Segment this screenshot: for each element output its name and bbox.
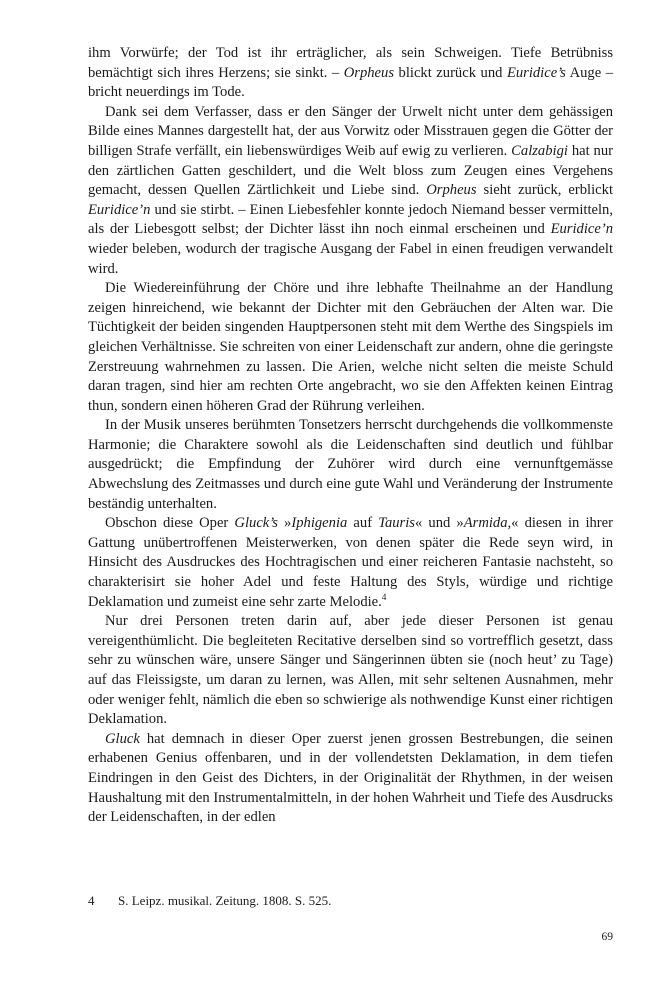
italic-run: Gluck’s <box>234 515 278 532</box>
paragraph-3 <box>88 279 613 416</box>
paragraph-5 <box>88 514 613 612</box>
main-text <box>88 44 613 828</box>
text-run: auf <box>347 515 379 532</box>
text-run: Die Wiedereinführung der Chöre und ihre lebhafte Theilnahme an der Handlung zeigen hinreichend, wie bekannt der Dichter mit den Gebräuchen der Alten war. Die Tüchtigkeit der beiden singenden Hauptpersonen steht mit dem Werthe des Singspiels im gleichen Verhältnisse. Sie schreiten von einer Leidenschaft zur andern, ohne die geringste Zerstreuung wahrnehmen zu lassen. Die Arien, welche nicht selten die meiste Schuld daran tragen, sind hier am rechten Orte angebracht, wo sie den Affekten keinen Eintrag thun, sondern einen höheren Grad der Rührung verleihen. <box>88 280 613 414</box>
text-run: hat demnach in dieser Oper zuerst jenen grossen Bestrebungen, die seinen erhabenen Genius offenbaren, und in der vollendetsten Deklamation, in dem tiefen Eindringen in den Geist des Dichters, in der Originalität der Rhythmen, in der weisen Haushaltung mit den Instrumentalmitteln, in der hohen Wahrheit und Tiefe des Ausdrucks der Leidenschaften, in der edlen <box>88 730 613 826</box>
text-run: « diesen in ihrer Gattung unübertroffenen Meisterwerken, von denen später die Rede seyn wird, in Hinsicht des Ausdruckes des Hochtragischen und einer reicheren Fantasie nachsteht, so charakterisirt sie hoher Adel und feste Haltung des Styls, würdige und richtige Deklamation und zumeist eine sehr zarte Melodie. <box>88 515 614 610</box>
text-run: Auge – bricht neuerdings im Tode. <box>88 64 613 101</box>
italic-run: Gluck <box>105 730 140 747</box>
italic-run: Orpheus <box>343 64 395 81</box>
text-run: sieht zurück, erblickt <box>476 182 613 199</box>
paragraph-2 <box>88 103 613 279</box>
text-run: « und » <box>414 515 464 532</box>
footnote-text: S. Leipz. musikal. Zeitung. 1808. S. 525. <box>118 893 332 908</box>
text-run: und sie stirbt. – Einen Liebesfehler konnte jedoch Niemand besser vermitteln, als der Liebesgott selbst; der Dichter lässt ihn noch einmal erscheinen und <box>88 201 613 238</box>
text-run: Nur drei Personen treten darin auf, aber jede dieser Personen ist genau vereigenthümlicht. Die begleiteten Recitative derselben sind so vortrefflich gesetzt, dass sehr zu wünschen wäre, unsere Sänger und Sängerinnen übten sie (noch heut’ zu Tage) auf das Fleissigste, um daran zu lernen, was Allen, mit sehr seltenen Ausnahmen, mehr oder weniger fehlt, nämlich die eben so schwierige als nothwendige Kunst einer richtigen Deklamation. <box>88 613 613 728</box>
text-run: blickt zurück und <box>394 64 507 81</box>
italic-run: Orpheus <box>426 182 477 199</box>
italic-run: Armida, <box>463 515 512 532</box>
footnote-ref: 4 <box>381 591 387 602</box>
text-run: wieder beleben, wodurch der tragische Ausgang der Fabel in einen freudigen verwandelt wird. <box>88 240 613 277</box>
paragraph-4 <box>88 416 613 514</box>
text-run: In der Musik unseres berühmten Tonsetzers herrscht durchgehends die vollkommenste Harmonie; die Charaktere sowohl als die Leidenschaften sind deutlich und fühlbar ausgedrückt; die Empfindung der Zuhörer wird durch eine vernunftgemässe Abwechslung des Zeitmasses und durch eine gute Wahl und Veränderung der Instrumente beständig unterhalten. <box>88 417 613 512</box>
italic-run: Iphigenia <box>291 515 348 532</box>
italic-run: Tauris <box>378 515 415 532</box>
footnote-number: 4 <box>88 893 95 908</box>
paragraph-7 <box>88 730 613 828</box>
text-run: » <box>277 515 292 532</box>
text-run: Dank sei dem Verfasser, dass er den Sänger der Urwelt nicht unter dem gehässigen Bilde eines Mannes dargestellt hat, der aus Vorwitz oder Misstrauen gegen die Götter der billigen Strafe verfällt, ein liebenswürdiges Weib auf ewig zu verlieren. <box>88 103 613 159</box>
page-number: 69 <box>601 931 613 943</box>
paragraph-6 <box>88 612 613 730</box>
italic-run: Calzabigi <box>511 142 568 159</box>
text-run: Obschon diese Oper <box>105 515 235 532</box>
italic-run: Euridice’n <box>88 201 151 218</box>
footnote <box>88 892 613 909</box>
italic-run: Euridice’n <box>550 221 613 238</box>
italic-run: Euridice’s <box>506 64 566 81</box>
text-run: ihm Vorwürfe; der Tod ist ihr erträglicher, als sein Schweigen. Tiefe Betrübniss bemächtigt sich ihres Herzens; sie sinkt. – <box>88 45 613 81</box>
paragraph-1 <box>88 44 613 103</box>
text-run: hat nur den zärtlichen Gatten geschildert, und die Welt bloss zum Zeugen eines Vergehens gemacht, dessen Quellen Zärtlichkeit und Liebe sind. <box>88 142 613 199</box>
